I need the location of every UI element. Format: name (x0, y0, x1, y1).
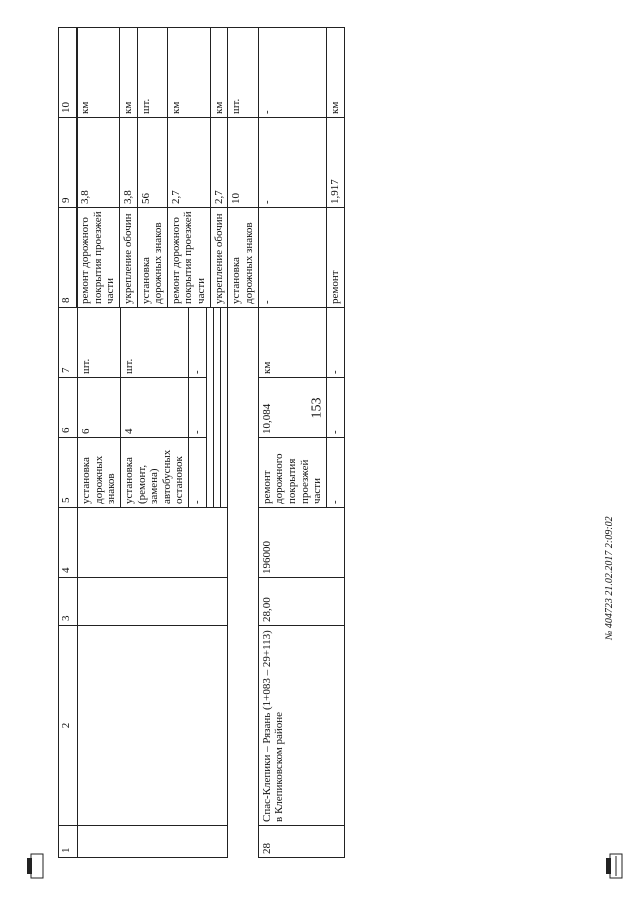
rotated-detail (58, 28, 578, 858)
table-cell: ремонт дорожного покрытия проезжей части (77, 207, 120, 307)
table-cell: - (189, 378, 207, 438)
header-cell: 8 (59, 208, 78, 308)
table-cell: км (119, 27, 137, 117)
table-cell: шт. (228, 27, 258, 117)
table-cell: ремонт дорожного покрытия проезжей части (167, 207, 210, 307)
table-cell: км (77, 27, 120, 117)
table-cell (167, 307, 210, 857)
header-cell: 5 (59, 438, 78, 508)
page-number: 153 (309, 397, 325, 419)
table-row (77, 27, 120, 857)
header-cell: 10 (59, 28, 78, 118)
table-cell: км (210, 27, 228, 117)
table-cell: 4 (120, 378, 188, 438)
table-cell (77, 307, 120, 857)
table-cell: - (326, 307, 344, 377)
table-cell: шт. (120, 308, 188, 378)
table-cell (137, 307, 167, 857)
table-cell: Спас-Клепики – Рязань (1+083 – 29+113) в Клепиковском районе (258, 626, 344, 826)
table-row (119, 27, 137, 857)
table-cell: укрепление обочин (119, 207, 137, 307)
table-cell: км (326, 27, 344, 117)
table-cell: установка (ремонт, замена) автобусных остановок (120, 438, 188, 508)
table-cell: км (258, 307, 326, 377)
table-cell: 2,7 (210, 117, 228, 207)
seal-icon (604, 852, 626, 880)
table-cell: шт. (78, 308, 121, 378)
table-cell (119, 307, 137, 857)
table-cell: шт. (137, 27, 167, 117)
table-cell: км (167, 27, 210, 117)
table-cell: ремонт дорожного покрытия проезжей части (258, 438, 326, 508)
header-cell: 6 (59, 378, 78, 438)
table-row (167, 27, 210, 857)
table-row-28 (258, 27, 326, 857)
table-cell: 56 (137, 117, 167, 207)
table-cell: 28 (258, 826, 344, 858)
table-cell: 1,917 (326, 117, 344, 207)
table-cell: 6 (78, 378, 121, 438)
table-row (228, 27, 258, 857)
header-cell: 4 (59, 508, 78, 578)
table-cell: укрепление обочин (210, 207, 228, 307)
table-row (210, 27, 228, 857)
table-cell: установка дорожных знаков (78, 438, 121, 508)
document-footer-stamp-text: № 404723 21.02.2017 2:09:02 (604, 516, 615, 640)
table-cell: установка дорожных знаков (228, 207, 258, 307)
table-cell: 3,8 (119, 117, 137, 207)
header-cell: 7 (59, 308, 78, 378)
table-cell: - (326, 378, 344, 438)
table-cell: - (189, 308, 207, 378)
table-cell: ремонт (326, 207, 344, 307)
header-cell: 2 (59, 626, 78, 826)
table-cell (228, 307, 258, 857)
table-cell: - (258, 27, 326, 117)
header-cell: 1 (59, 826, 78, 858)
table-cell: 196000 (258, 508, 344, 578)
table-cell: 3,8 (77, 117, 120, 207)
header-cell: 3 (59, 578, 78, 626)
table-cell: установка дорожных знаков (137, 207, 167, 307)
table-cell: - (258, 207, 326, 307)
table-cell: - (189, 438, 207, 508)
table-cell: - (258, 117, 326, 207)
header-cell: 9 (59, 118, 78, 208)
table-cell: 10,084 (258, 378, 326, 438)
table-cell: 28,00 (258, 578, 344, 626)
table-row (137, 27, 167, 857)
table-cell (210, 307, 228, 857)
table-cell: 10 (228, 117, 258, 207)
table-cell: 2,7 (167, 117, 210, 207)
detail-table (76, 27, 345, 858)
table-cell: - (326, 438, 344, 508)
seal-icon (25, 852, 47, 880)
